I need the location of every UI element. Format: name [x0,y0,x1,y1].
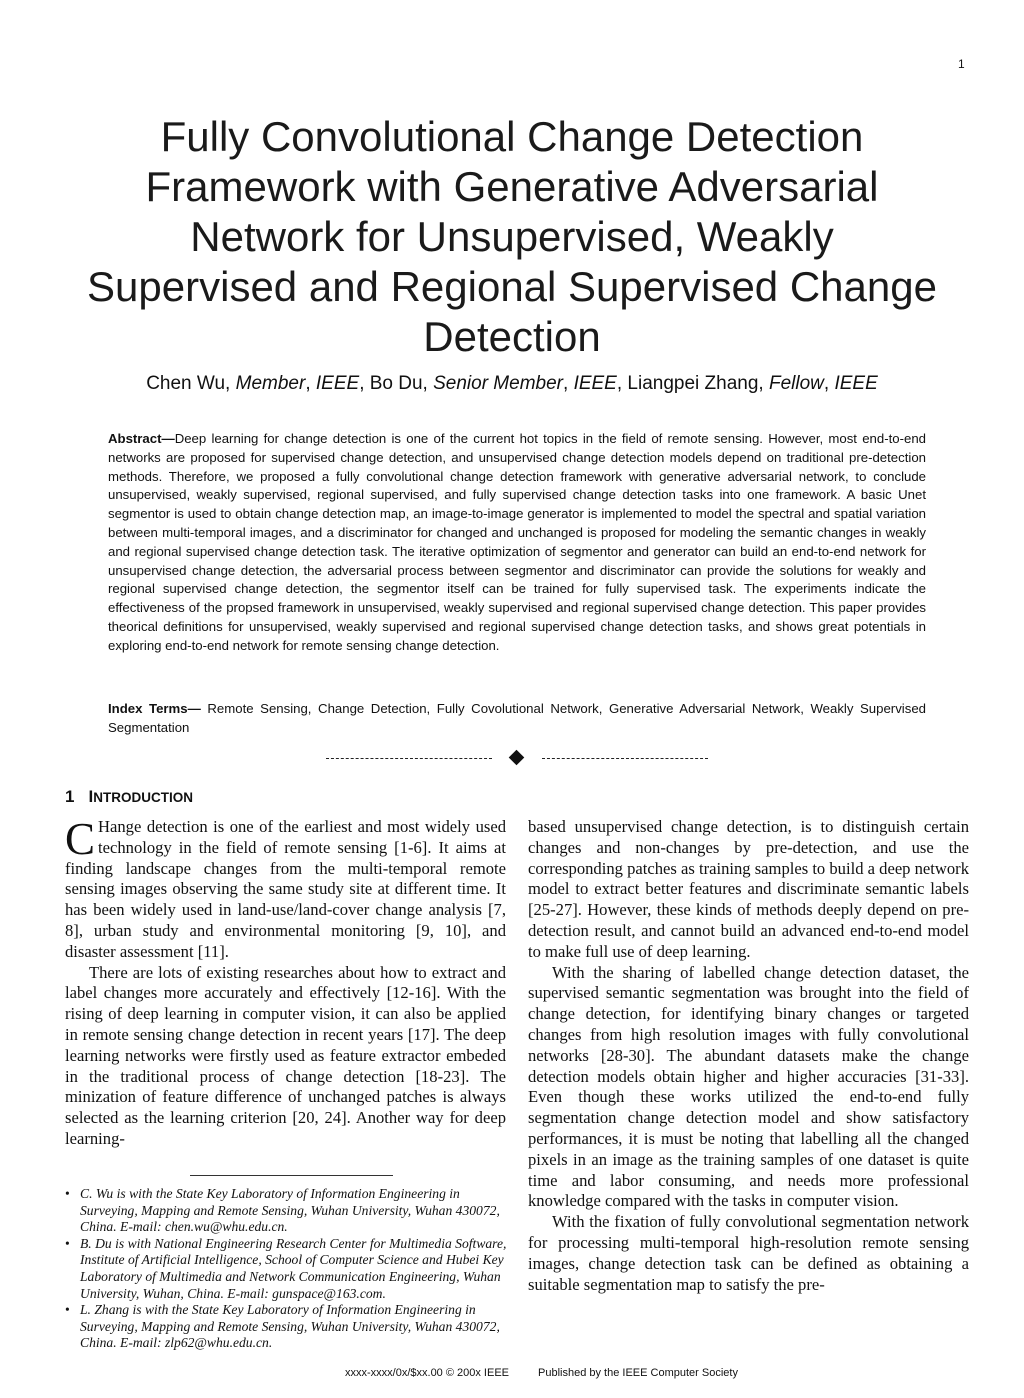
bullet-icon: • [65,1302,70,1318]
footnote-text: C. Wu is with the State Key Laboratory of Information Engineering in Surveying, Mapping and Remote Sensing, Wuhan University, Wuhan 430072, China. E-mail: chen.wu@whu.edu.cn. [80,1186,500,1235]
abstract-label: Abstract [108,431,162,446]
title-line: Detection [423,313,601,360]
title-line: Network for Unsupervised, Weakly [190,213,834,260]
paragraph-text: Hange detection is one of the earliest and most widely used technology in the field of remote sensing [1-6]. It aims at finding landscape changes from the multi-temporal remote sensing images observing the same study site at different time. It has been widely used in land-use/land-cover change analysis [7, 8], urban study and environmental monitoring [9, 10], and disaster assessment [11]. [65,817,506,961]
author-org: IEEE [315,373,360,394]
section-heading-introduction [65,787,193,807]
diamond-icon [509,750,525,766]
bullet-icon: • [65,1186,70,1201]
author-role: Fellow [769,373,824,394]
author-role: Member [235,373,306,394]
intro-paragraph: With the fixation of fully convolutional segmentation network for processing multi-temporal high-resolution remote sensing images, change detection task can be defined as obtaining a suitable segmentation map to satisfy the pre- [528,1212,969,1294]
footnote-item [65,1186,510,1236]
intro-paragraph: based unsupervised change detection, is to distinguish certain changes and non-changes by pre-detection, and use the corresponding patches as training samples to build a deep network model to extract better features and discriminate semantic labels [25-27]. However, these kinds of methods deeply depend on pre-detection result, and cannot build an advanced end-to-end model to make full use of deep learning. [528,817,969,961]
author-name: Chen Wu, [146,373,236,394]
footnote-item [65,1302,510,1352]
index-terms [108,699,926,737]
author-name: , Bo Du, [359,373,434,394]
index-terms-label: Index Terms [108,701,188,716]
separator-dashes-left [326,758,492,759]
abstract [108,430,926,656]
section-separator [326,748,710,768]
dropcap: C [65,814,96,864]
intro-paragraph: With the sharing of labelled change detection dataset, the supervised semantic segmentation was brought into the field of change detection, for identifying binary changes or targeted changes from high resolution images with fully convolutional networks [28-30]. The abundant datasets make the change detection models obtain higher and higher accuracies [31-33]. Even though these works utilized the end-to-end fully segmentation change detection model and show satisfactory performances, it is must be noting that labelling all the changed pixels in an image as the training samples of one dataset is quite time and labor consuming, and needs more professional knowledge compared with the tasks in computer vision. [528,962,969,1211]
page-number: 1 [958,57,965,71]
footer-copyright: xxxx-xxxx/0x/$xx.00 © 200x IEEE [345,1367,509,1379]
author-org: IEEE [573,373,617,394]
intro-paragraph [65,814,506,963]
intro-paragraph: There are lots of existing researches about how to extract and label changes more accurately and effectively [12-16]. With the rising of deep learning in computer vision, it can also be applied in remote sensing change detection in recent years [17]. The deep learning networks were firstly used as feature extractor embeded in the traditional process of change detection [18-23]. The minization of feature difference of unchanged patches is always selected as the learning criterion [20, 24]. Another way for deep learning- [65,962,506,1148]
footnote-text: L. Zhang is with the State Key Laboratory of Information Engineering in Surveying, Mapping and Remote Sensing, Wuhan University, Wuhan 430072, China. E-mail: zlp62@whu.edu.cn. [80,1302,500,1351]
title-line: Fully Convolutional Change Detection [160,113,864,160]
section-title-rest: NTRODUCTION [93,790,193,805]
footer-publisher: Published by the IEEE Computer Society [538,1367,738,1379]
author-list: Chen Wu, Member, IEEE, Bo Du, Senior Member, IEEE, Liangpei Zhang, Fellow, IEEE [146,373,878,394]
abstract-dash: — [161,431,175,446]
section-number: 1 [65,787,75,806]
footnote-rule [190,1175,393,1176]
left-column [65,814,506,1150]
bullet-icon: • [65,1235,70,1251]
title-line: Supervised and Regional Supervised Change [87,263,937,310]
footnote-item [65,1236,510,1302]
footnote-text: B. Du is with National Engineering Research Center for Multimedia Software, Institute of Artificial Intelligence, School of Computer Science and Hubei Key Laboratory of Multimedia and Network Communication Engineering, Wuhan University, Wuhan, China. E-mail: gunspace@163.com. [80,1235,507,1301]
section-title-initial: I [88,787,94,806]
separator-dashes-right [542,758,708,759]
title-line: Framework with Generative Adversarial [145,163,879,210]
right-column [528,817,969,1295]
index-terms-dash: — [187,701,208,716]
paper-title [40,112,984,362]
author-footnotes [65,1186,510,1352]
abstract-text: Deep learning for change detection is one of the current hot topics in the field of remote sensing. However, most end-to-end networks are proposed for supervised change detection, and unsupervised change detection models depend on traditional pre-detection methods. Therefore, we proposed a fully convolutional change detection framework with generative adversarial network, to conclude unsupervised, weakly supervised, regional supervised, and fully supervised change detection tasks into one framework. A basic Unet segmentor is used to obtain change detection map, an image-to-image generator is implemented to model the spectral and spatial variation between multi-temporal images, and a discriminator for changed and unchanged is proposed for modeling the semantic changes in weakly and regional supervised change detection task. The iterative optimization of segmentor and generator can build an end-to-end network for unsupervised change detection, the adversarial process between segmentor and discriminator can provide the solutions for weakly and regional supervised change detection, the segmentor itself can be trained for fully supervised task. The experiments indicate the effectiveness of the propsed framework in unsupervised, weakly supervised and regional supervised change detection. This paper provides theorical definitions for unsupervised, weakly supervised and regional supervised change detection tasks, and shows great potentials in exploring end-to-end network for remote sensing change detection. [108,431,926,653]
author-org: IEEE [834,373,878,394]
author-name: , Liangpei Zhang, [616,373,769,394]
author-role: Senior Member [433,373,563,394]
index-terms-text: Remote Sensing, Change Detection, Fully Covolutional Network, Generative Adversarial Network, Weakly Supervised Segmentation [108,701,926,735]
